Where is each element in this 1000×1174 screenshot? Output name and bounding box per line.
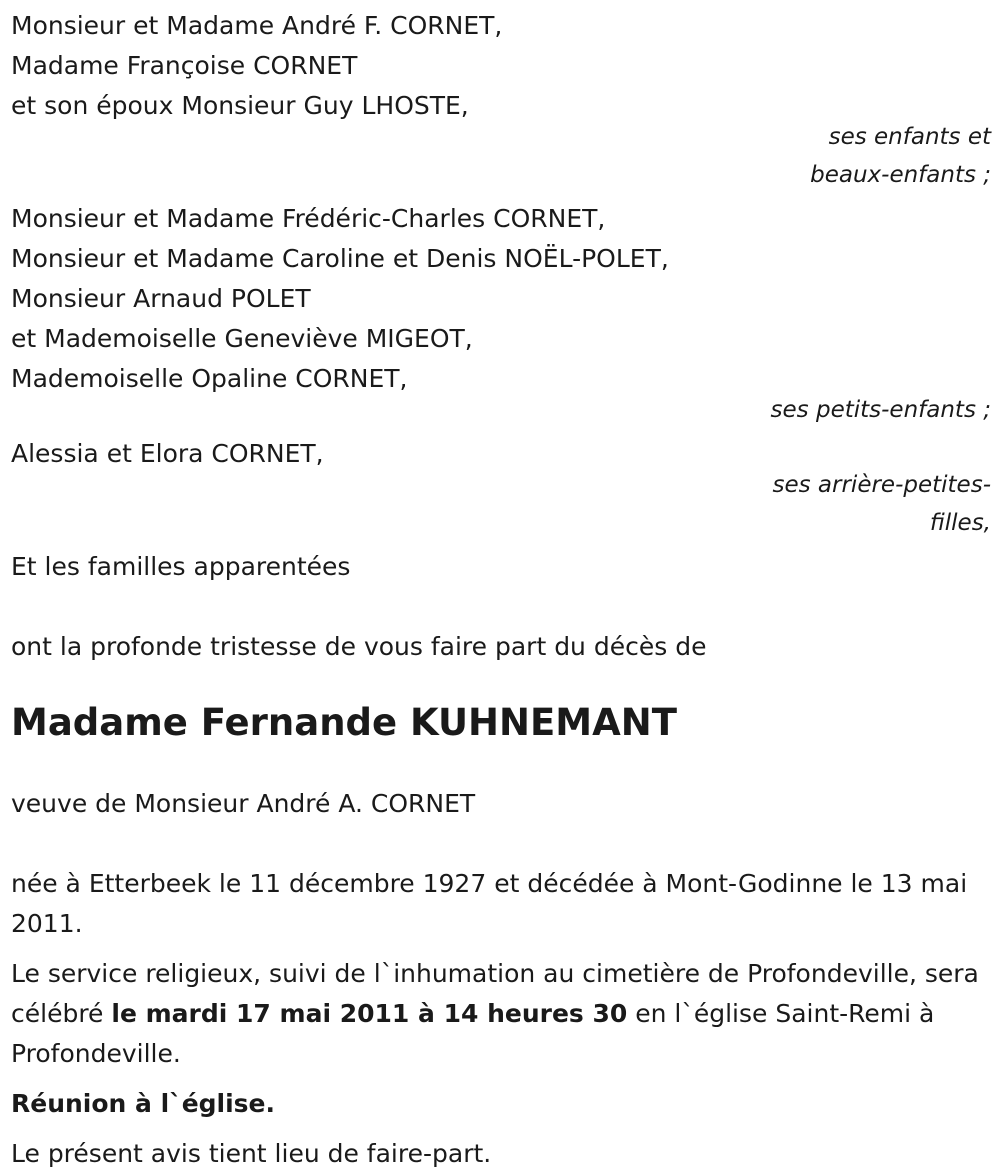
grandchildren-line-3: Monsieur Arnaud POLET — [11, 284, 311, 313]
great-grandchildren-role-line-2: filles, — [929, 510, 991, 536]
children-line-3: et son époux Monsieur Guy LHOSTE, — [11, 91, 469, 120]
grandchildren-role: ses petits-enfants ; — [770, 397, 991, 423]
children-role-line-1: ses enfants et — [828, 124, 991, 150]
announcement-intro: ont la profonde tristesse de vous faire part du décès de — [11, 632, 707, 661]
obituary-notice — [11, 6, 991, 1174]
service-text-part-2: en l`église Saint-Remi à Profondeville. — [11, 999, 935, 1068]
relatives-line: Et les familles apparentées — [11, 552, 351, 581]
service-paragraph — [11, 954, 991, 1074]
children-line-2: Madame Françoise CORNET — [11, 51, 358, 80]
grandchildren-line-2: Monsieur et Madame Caroline et Denis NOËL-POLET, — [11, 244, 669, 273]
great-grandchildren-line: Alessia et Elora CORNET, — [11, 439, 324, 468]
notice-line: Le présent avis tient lieu de faire-part. — [11, 1139, 492, 1168]
widow-of-line: veuve de Monsieur André A. CORNET — [11, 789, 476, 818]
meeting-line: Réunion à l`église. — [11, 1089, 276, 1118]
children-line-1: Monsieur et Madame André F. CORNET, — [11, 11, 503, 40]
great-grandchildren-role-line-1: ses arrière-petites- — [772, 472, 991, 498]
service-date: le mardi 17 mai 2011 à 14 heures 30 — [111, 999, 628, 1028]
deceased-name: Madame Fernande KUHNEMANT — [11, 701, 677, 744]
grandchildren-line-5: Mademoiselle Opaline CORNET, — [11, 364, 408, 393]
children-role-line-2: beaux-enfants ; — [810, 162, 991, 188]
service-text-part-1: Le service religieux, suivi de l`inhumation au cimetière de Profondeville, sera célébré — [11, 959, 979, 1028]
grandchildren-line-1: Monsieur et Madame Frédéric-Charles CORNET, — [11, 204, 606, 233]
birth-death-paragraph: née à Etterbeek le 11 décembre 1927 et décédée à Mont-Godinne le 13 mai 2011. — [11, 869, 968, 938]
grandchildren-line-4: et Mademoiselle Geneviève MIGEOT, — [11, 324, 473, 353]
